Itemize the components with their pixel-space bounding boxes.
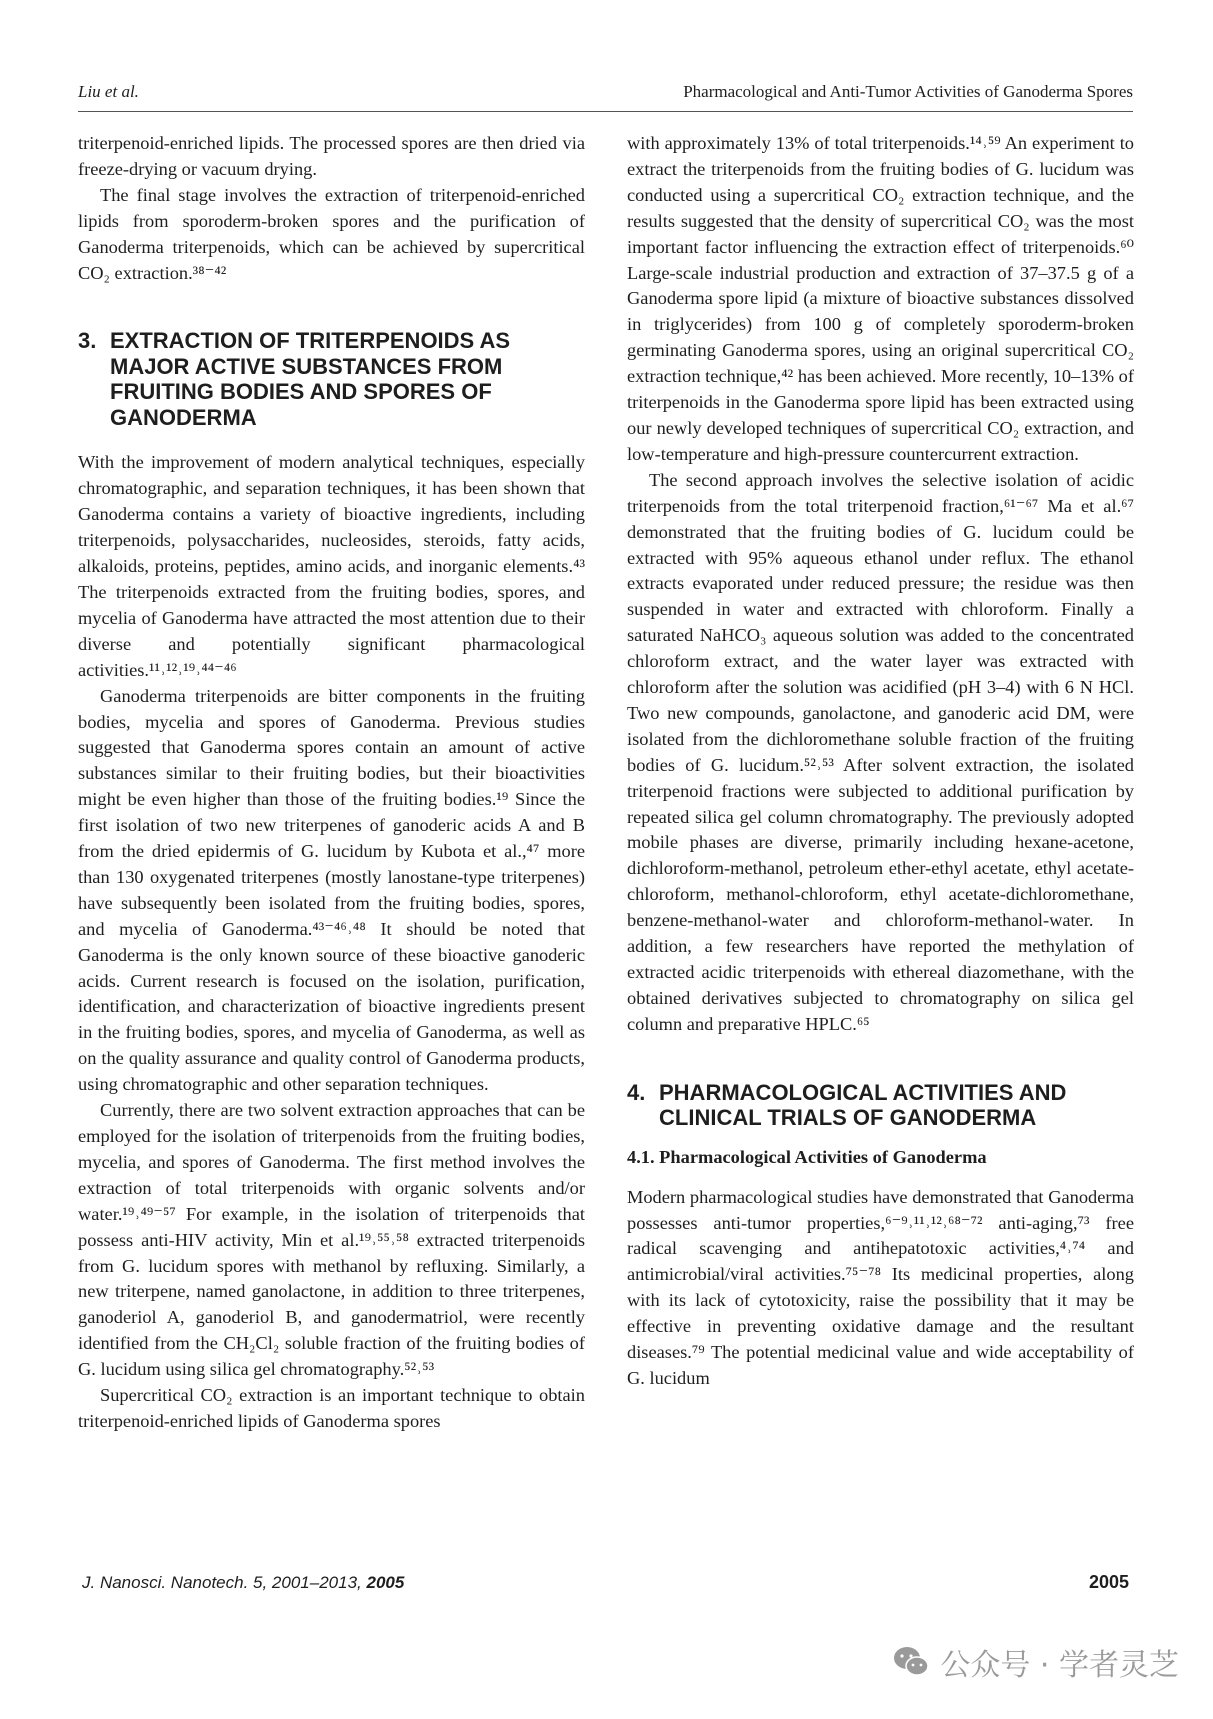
footer-citation: [82, 1573, 404, 1593]
subsection-heading: 4.1. Pharmacological Activities of Ganoderma: [627, 1146, 987, 1167]
watermark-text: 公众号 · 学者灵芝: [940, 1648, 1179, 1683]
paragraph: with approximately 13% of total triterpenoids.¹⁴˒⁵⁹ An experiment to extract the triterpenoids from the fruiting bodies of G. lucidum was conducted using a supercritical CO₂ extraction technique, and the results suggested that the density of supercritical CO₂ was the most important factor influencing the extraction effect of triterpenoids.⁶⁰ Large-scale industrial production and extraction of 37–37.5 g of a Ganoderma spore lipid (a mixture of bioactive substances dissolved in triglycerides) from 100 g of completely sporoderm-broken germinating Ganoderma spores, using an original supercritical CO₂ extraction technique,⁴² has been achieved. More recently, 10–13% of triterpenoids in the Ganoderma spore lipid has been extracted using our newly developed techniques of supercritical CO₂ extraction, and low-temperature and high-pressure countercurrent extraction.: [627, 133, 1134, 464]
running-header-title: Pharmacological and Anti-Tumor Activities of Ganoderma Spores: [683, 82, 1133, 101]
section-heading-3: [78, 328, 585, 430]
paragraph: The final stage involves the extraction of triterpenoid-enriched lipids from sporoderm-broken spores and the purification of Ganoderma triterpenoids, which can be achieved by supercritical CO₂ extraction.³⁸⁻⁴²: [78, 184, 585, 283]
paragraph: triterpenoid-enriched lipids. The processed spores are then dried via freeze-drying or vacuum drying.: [78, 133, 585, 179]
section-heading-4: [627, 1080, 1134, 1131]
paragraph: The second approach involves the selective isolation of acidic triterpenoids from the total triterpenoid fraction,⁶¹⁻⁶⁷ Ma et al.⁶⁷ demonstrated that the fruiting bodies of G. lucidum could be extracted with 95% aqueous ethanol under reflux. The ethanol extracts evaporated under reduced pressure; the residue was then suspended in water and extracted with chloroform. Finally a saturated NaHCO₃ aqueous solution was added to the concentrated chloroform extract, and the water layer was extracted with chloroform after the solution was acidified (pH 3–4) with 6 N HCl. Two new compounds, ganolactone, and ganoderic acid DM, were isolated from the dichloromethane soluble fraction of the fruiting bodies of G. lucidum.⁵²˒⁵³ After solvent extraction, the isolated triterpenoid fractions were subjected to additional purification by repeated silica gel column chromatography. The previously adopted mobile phases are diverse, primarily including hexane-acetone, dichloroform-methanol, petroleum ether-ethyl acetate, ethyl acetate-chloroform, methanol-chloroform, ethyl acetate-dichloromethane, benzene-methanol-water and chloroform-methanol-water. In addition, a few researchers have reported the methylation of extracted acidic triterpenoids with ethereal diazomethane, with the obtained derivatives subjected to chromatography on silica gel column and preparative HPLC.⁶⁵: [627, 469, 1134, 1034]
paragraph: Modern pharmacological studies have demonstrated that Ganoderma possesses anti-tumor properties,⁶⁻⁹˒¹¹˒¹²˒⁶⁸⁻⁷² anti-aging,⁷³ free radical scavenging and antihepatotoxic activities,⁴˒⁷⁴ and antimicrobial/viral activities.⁷⁵⁻⁷⁸ Its medicinal properties, along with its lack of cytotoxicity, raise the possibility that it may be effective in preventing oxidative damage and the resultant diseases.⁷⁹ The potential medicinal value and wide acceptability of G. lucidum: [627, 1186, 1134, 1388]
section-title: PHARMACOLOGICAL ACTIVITIES AND CLINICAL TRIALS OF GANODERMA: [659, 1079, 1067, 1131]
paragraph: Supercritical CO₂ extraction is an important technique to obtain triterpenoid-enriched lipids of Ganoderma spores: [78, 1385, 585, 1431]
journal-reference: J. Nanosci. Nanotech. 5, 2001–2013,: [82, 1573, 362, 1592]
watermark: [892, 1640, 1179, 1684]
section-number: 4.: [627, 1079, 646, 1105]
paragraph: Currently, there are two solvent extraction approaches that can be employed for the isolation of triterpenoids from the fruiting bodies, mycelia, and spores of Ganoderma. The first method involves the extraction of total triterpenoids with organic solvents and/or water.¹⁹˒⁴⁹⁻⁵⁷ For example, in the isolation of triterpenoids that possess anti-HIV activity, Min et al.¹⁹˒⁵⁵˒⁵⁸ extracted triterpenoids from G. lucidum spores with methanol by refluxing. Similarly, a new triterpene, named ganolactone, in addition to three triterpenes, ganoderiol A, ganoderiol B, and ganodermatriol, were recently identified from the CH₂Cl₂ soluble fraction of the fruiting bodies of G. lucidum using silica gel chromatography.⁵²˒⁵³: [78, 1100, 585, 1380]
journal-year: 2005: [366, 1573, 405, 1592]
section-title: EXTRACTION OF TRITERPENOIDS AS MAJOR ACTIVE SUBSTANCES FROM FRUITING BODIES AND SPORES OF GANODERMA: [110, 328, 511, 430]
page-number: 2005: [1088, 1572, 1129, 1592]
right-column: [627, 131, 1134, 1392]
header-rule: [78, 111, 1133, 112]
wechat-icon: [892, 1645, 930, 1679]
running-header-author: Liu et al.: [78, 82, 139, 101]
left-column: [78, 131, 585, 1435]
paragraph: With the improvement of modern analytical techniques, especially chromatographic, and separation techniques, it has been shown that Ganoderma contains a variety of bioactive ingredients, including triterpenoids, polysaccharides, nucleosides, steroids, fatty acids, alkaloids, proteins, peptides, amino acids, and inorganic elements.⁴³ The triterpenoids extracted from the fruiting bodies, spores, and mycelia of Ganoderma have attracted the most attention due to their diverse and potentially significant pharmacological activities.¹¹˒¹²˒¹⁹˒⁴⁴⁻⁴⁶: [78, 452, 585, 680]
paragraph: Ganoderma triterpenoids are bitter components in the fruiting bodies, mycelia and spores of Ganoderma. Previous studies suggested that Ganoderma spores contain an amount of active substances similar to their fruiting bodies, but their bioactivities might be even higher than those of the fruiting bodies.¹⁹ Since the first isolation of two new triterpenes of ganoderic acids A and B from the dried epidermis of G. lucidum by Kubota et al.,⁴⁷ more than 130 oxygenated triterpenes (mostly lanostane-type triterpenes) have subsequently been isolated from the fruiting bodies, spores, and mycelia of Ganoderma.⁴³⁻⁴⁶˒⁴⁸ It should be noted that Ganoderma is the only known source of these bioactive ganoderic acids. Current research is focused on the isolation, purification, identification, and characterization of bioactive ingredients present in the fruiting bodies, spores, and mycelia of Ganoderma, as well as on the quality assurance and quality control of Ganoderma products, using chromatographic and other separation techniques.: [78, 685, 585, 1095]
section-number: 3.: [78, 328, 97, 354]
